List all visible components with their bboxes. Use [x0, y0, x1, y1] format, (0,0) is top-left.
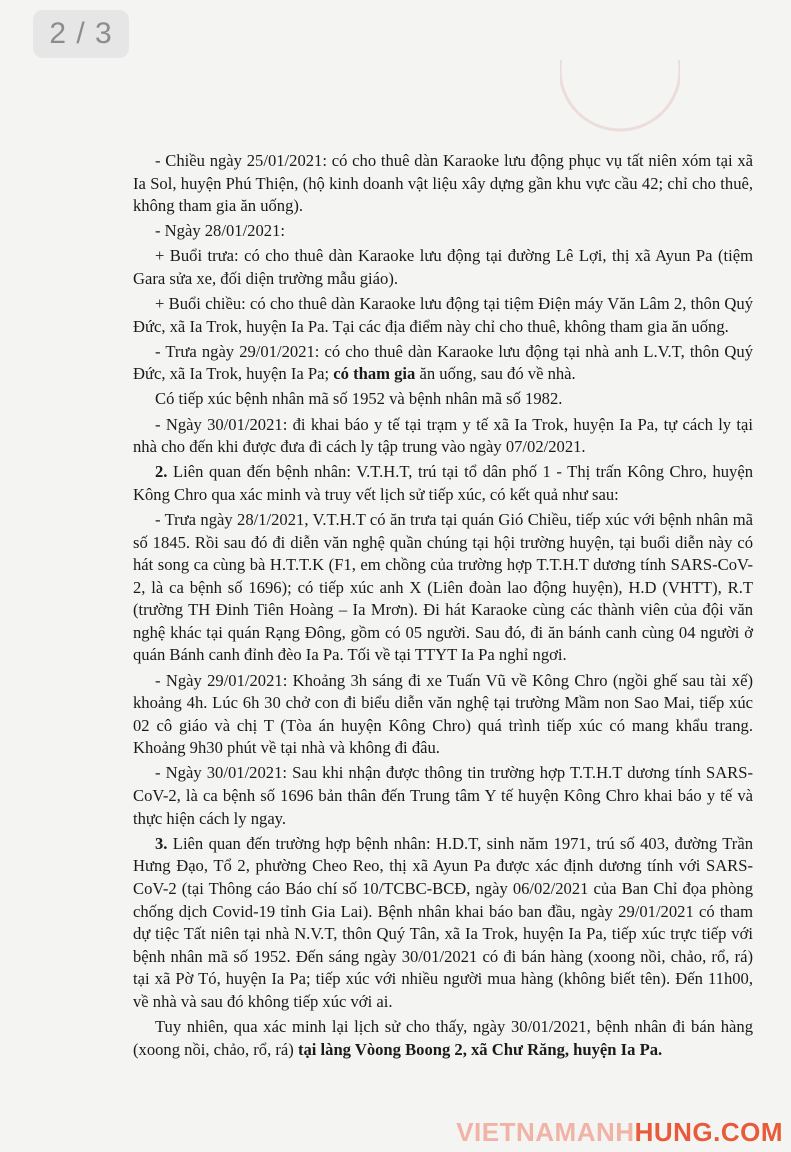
section-2-heading: 2. Liên quan đến bệnh nhân: V.T.H.T, trú tại tổ dân phố 1 - Thị trấn Kông Chro, huyện Kông Chro qua xác minh và truy vết lịch sử tiếp xúc, có kết quả như sau:: [133, 462, 753, 504]
paragraph-30-01: - Ngày 30/01/2021: đi khai báo y tế tại trạm y tế xã Ia Trok, huyện Ia Pa, tự cách ly tại nhà cho đến khi được đưa đi cách ly tập trung vào ngày 07/02/2021.: [133, 414, 753, 457]
stamp-seal-faint: [560, 60, 680, 140]
paragraph-28-01: - Ngày 28/01/2021:: [155, 221, 285, 241]
paragraph-buoi-chieu: + Buổi chiều: có cho thuê dàn Karaoke lưu động tại tiệm Điện máy Văn Lâm 2, thôn Quý Đức, xã Ia Trok, huyện Ia Pa. Tại các địa điểm này chỉ cho thuê, không tham gia ăn uống.: [133, 294, 753, 336]
paragraph-29-01-vtht: - Ngày 29/01/2021: Khoảng 3h sáng đi xe Tuấn Vũ về Kông Chro (ngồi ghế sau tài xế) khoảng 4h. Lúc 6h 30 chở con đi biểu diễn văn nghệ tại trường Mầm non Sao Mai, tiếp xúc 02 cô giáo và chị T (Tòa án huyện Kông Chro) quá trình tiếp xúc có mang khẩu trang. Khoảng 9h30 phút về tại nhà và không đi đâu.: [133, 670, 753, 758]
paragraph-29-01: - Trưa ngày 29/01/2021: có cho thuê dàn Karaoke lưu động tại nhà anh L.V.T, thôn Quý Đức, xã Ia Trok, huyện Ia Pa; có tham gia ăn uống, sau đó về nhà.: [133, 341, 753, 384]
watermark: VIETNAMANHHUNG.COM: [456, 1117, 783, 1147]
section-3-heading: 3. Liên quan đến trường hợp bệnh nhân: H.D.T, sinh năm 1971, trú số 403, đường Trần Hưng Đạo, Tổ 2, phường Cheo Reo, thị xã Ayun Pa được xác định dương tính với SARS-CoV-2 (tại Thông cáo Báo chí số 10/TCBC-BCĐ, ngày 06/02/2021 của Ban Chỉ đọa phòng chống dịch Covid-19 tỉnh Gia Lai). Bệnh nhân khai báo ban đầu, ngày 29/01/2021 có tham dự tiệc Tất niên tại nhà N.V.T, thôn Quý Tân, xã Ia Trok, huyện Ia Pa, tiếp xúc trực tiếp với bệnh nhân mã số 1952. Đến sáng ngày 30/01/2021 có đi bán hàng (xoong nồi, chảo, rổ, rá) tại xã Pờ Tó, huyện Ia Pa; tiếp xúc với nhiều người mua hàng (không biết tên). Đến 11h00, về nhà và sau đó không tiếp xúc với ai.: [133, 833, 753, 1011]
page-indicator: 2 / 3: [33, 10, 129, 58]
paragraph-buoi-trua: + Buổi trưa: có cho thuê dàn Karaoke lưu động tại đường Lê Lợi, thị xã Ayun Pa (tiệm Gara sửa xe, đối diện trường mẫu giáo).: [133, 246, 753, 288]
document-body: [133, 150, 753, 1064]
paragraph-contact-1952: Có tiếp xúc bệnh nhân mã số 1952 và bệnh nhân mã số 1982.: [155, 389, 563, 409]
paragraph-25-01: - Chiều ngày 25/01/2021: có cho thuê dàn Karaoke lưu động phục vụ tất niên xóm tại xã Ia Sol, huyện Phú Thiện, (hộ kinh doanh vật liệu xây dựng gần khu vực cầu 42; chỉ cho thuê, không tham gia ăn uống).: [133, 151, 753, 216]
paragraph-tuy-nhien: Tuy nhiên, qua xác minh lại lịch sử cho thấy, ngày 30/01/2021, bệnh nhân đi bán hàng (xoong nồi, chảo, rổ, rá) tại làng Vòong Boong 2, xã Chư Răng, huyện Ia Pa.: [133, 1016, 753, 1059]
paragraph-30-01-vtht: - Ngày 30/01/2021: Sau khi nhận được thông tin trường hợp T.T.H.T dương tính SARS-CoV-2, là ca bệnh số 1696 bản thân đến Trung tâm Y tế huyện Kông Chro khai báo y tế và thực hiện cách ly ngay.: [133, 763, 753, 828]
paragraph-28-1-vtht: - Trưa ngày 28/1/2021, V.T.H.T có ăn trưa tại quán Gió Chiều, tiếp xúc với bệnh nhân mã số 1845. Rồi sau đó đi diễn văn nghệ quần chúng tại hội trường huyện, tại buổi diễn này có hát song ca cùng bà H.T.T.K (F1, em chồng của trường hợp T.T.H.T dương tính SARS-CoV-2, là ca bệnh số 1696); có tiếp xúc anh X (Liên đoàn lao động huyện), H.D (VHTT), R.T (trường TH Đinh Tiên Hoàng – Ia Mrơn). Đi hát Karaoke cùng các thành viên của đội văn nghệ khác tại quán Rạng Đông, gồm có 05 người. Sau đó, đi ăn bánh canh cùng 04 người ở quán Bánh canh đỉnh đèo Ia Pa. Tối về tại TTYT Ia Pa nghỉ ngơi.: [133, 509, 753, 665]
